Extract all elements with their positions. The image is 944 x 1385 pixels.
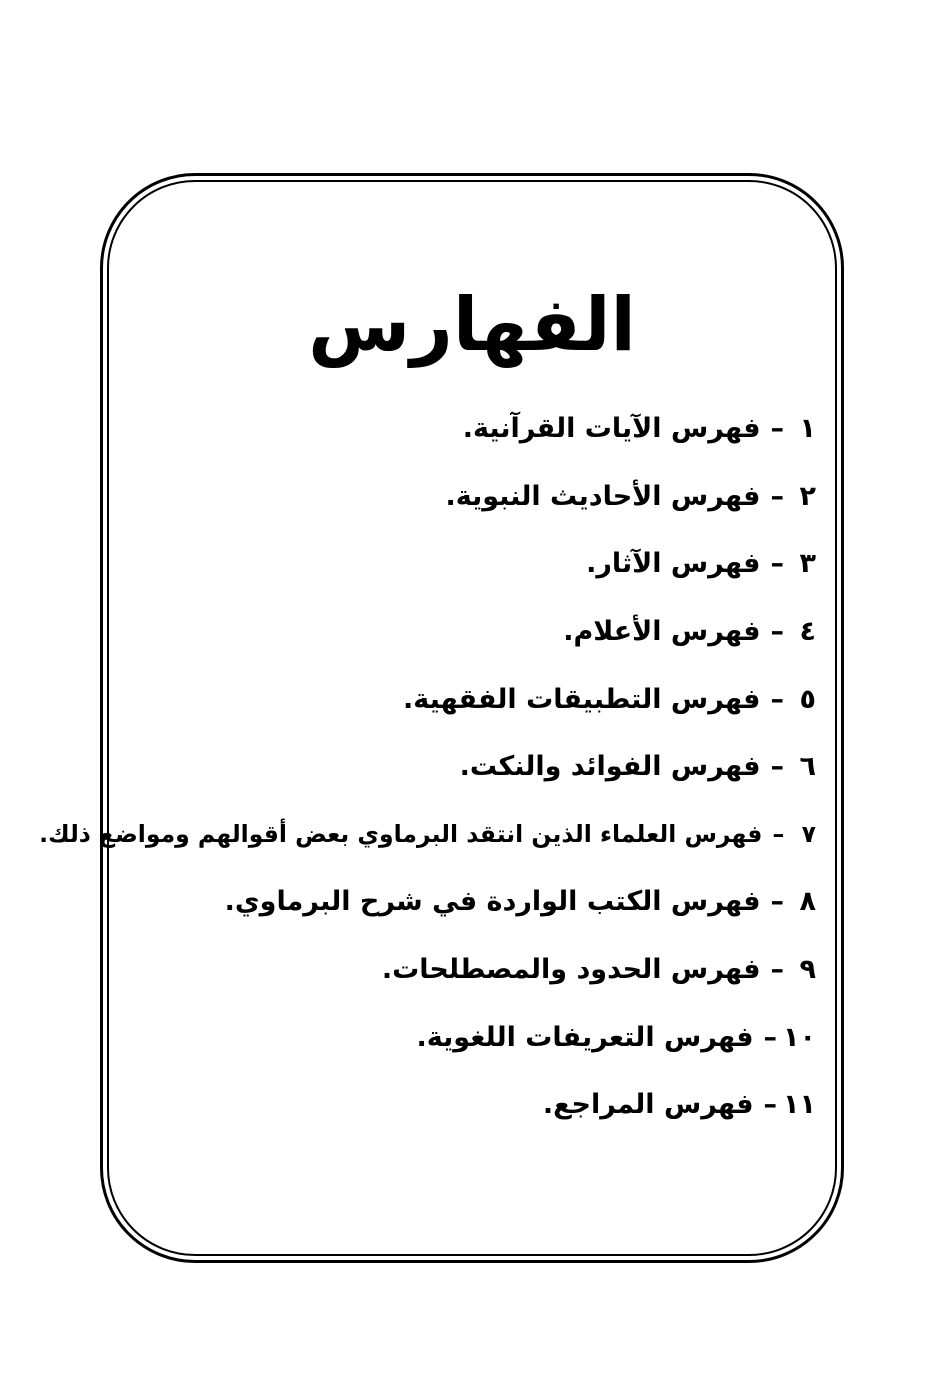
index-entry-benefits [96,733,816,801]
entry-dash: – [763,1089,778,1121]
entry-dash: – [770,480,784,512]
index-entry-hadiths [96,463,816,531]
entry-number: ٣ [799,548,816,580]
entry-dash: – [772,820,784,849]
index-list [39,395,816,1139]
index-entry-quran-verses [96,395,816,463]
entry-number: ٥ [799,683,816,715]
entry-number: ١ [799,413,816,445]
entry-text: فهرس الأعلام. [563,616,761,648]
entry-dash: – [770,683,784,715]
index-entry-scholars [39,801,816,869]
entry-text: فهرس الأحاديث النبوية. [445,480,761,512]
entry-text: فهرس الآثار. [586,548,761,580]
entry-text: فهرس الآيات القرآنية. [462,413,761,445]
entry-number: ٢ [799,480,816,512]
page-title: الفهارس [308,282,636,368]
index-entry-linguistic-definitions [96,1003,816,1071]
entry-dash: – [770,751,784,783]
entry-text: فهرس الكتب الواردة في شرح البرماوي. [224,886,761,918]
entry-text: فهرس العلماء الذين انتقد البرماوي بعض أقوالهم ومواضع ذلك. [39,820,763,849]
entry-number: ١٠ [783,1021,816,1053]
index-entry-books [96,868,816,936]
entry-dash: – [770,548,784,580]
entry-number: ٦ [799,751,816,783]
entry-dash: – [763,1021,778,1053]
index-entry-athar [96,530,816,598]
entry-number: ٩ [799,954,816,986]
entry-text: فهرس التعريفات اللغوية. [416,1021,754,1053]
entry-number: ٨ [799,886,816,918]
entry-dash: – [770,886,784,918]
entry-text: فهرس المراجع. [542,1089,754,1121]
index-entry-references [96,1071,816,1139]
entry-text: فهرس التطبيقات الفقهية. [402,683,761,715]
entry-text: فهرس الحدود والمصطلحات. [381,954,761,986]
entry-text: فهرس الفوائد والنكت. [459,751,761,783]
index-entry-fiqh-applications [96,665,816,733]
entry-number: ٤ [799,616,816,648]
entry-number: ١١ [783,1089,816,1121]
index-entry-definitions [96,936,816,1004]
entry-dash: – [770,954,784,986]
entry-number: ٧ [801,820,816,849]
entry-dash: – [770,616,784,648]
index-entry-notables [96,598,816,666]
entry-dash: – [770,413,784,445]
